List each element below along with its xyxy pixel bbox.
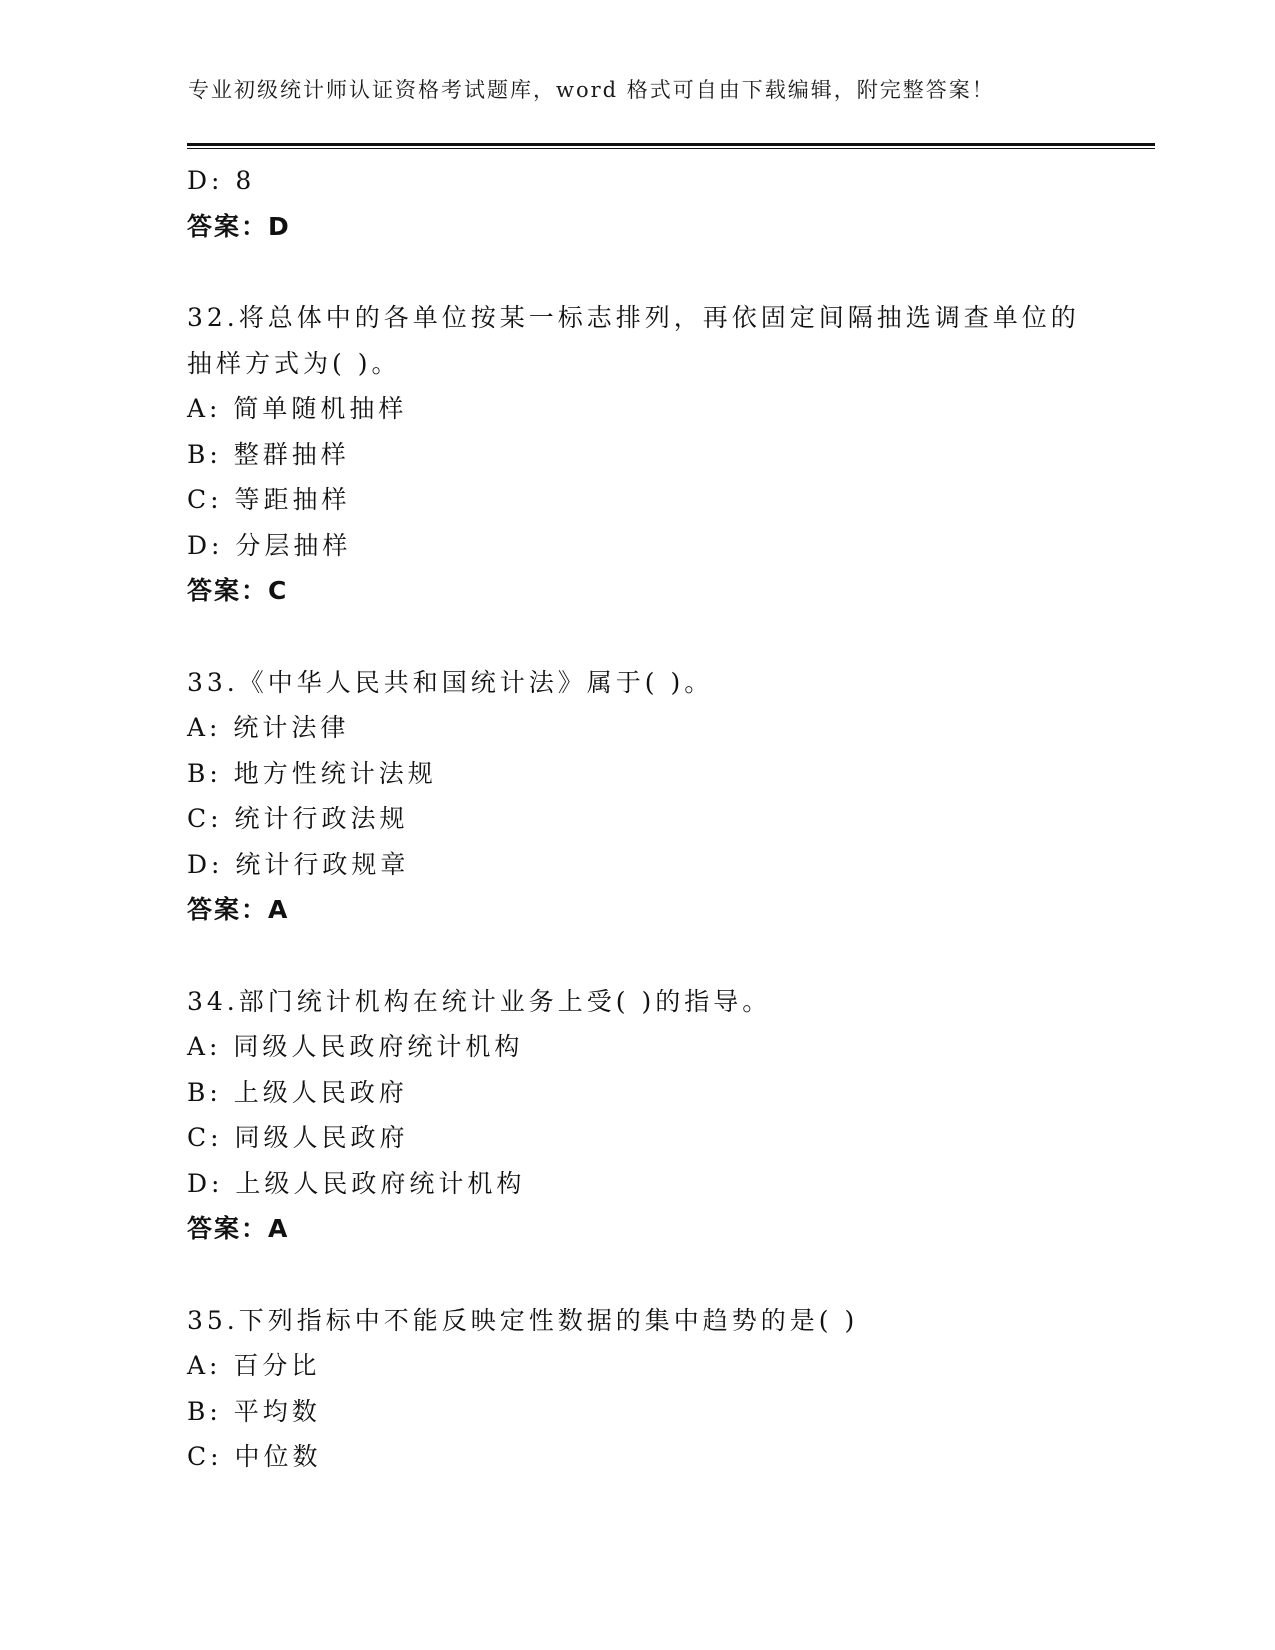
option-d: D: 上级人民政府统计机构 (187, 1168, 526, 1198)
spacer (187, 249, 1147, 295)
question-35 (187, 1298, 1147, 1480)
header-divider-thick (187, 143, 1155, 146)
question-stem: 35.下列指标中不能反映定性数据的集中趋势的是( ) (187, 1305, 859, 1335)
option-a: A: 同级人民政府统计机构 (187, 1032, 524, 1061)
option-b: B: 平均数 (187, 1396, 321, 1426)
option-b: B: 上级人民政府 (187, 1077, 408, 1107)
option-a: A: 百分比 (187, 1351, 321, 1380)
question-stem: 抽样方式为( )。 (187, 348, 401, 378)
question-fragment (187, 158, 1147, 249)
question-stem: 32.将总体中的各单位按某一标志排列，再依固定间隔抽选调查单位的 (187, 303, 1080, 332)
header-divider-thin (187, 148, 1155, 149)
option-a: A: 简单随机抽样 (187, 394, 408, 423)
question-34 (187, 979, 1147, 1252)
question-stem: 34.部门统计机构在统计业务上受( )的指导。 (187, 986, 772, 1016)
question-33 (187, 660, 1147, 933)
question-32 (187, 295, 1147, 614)
option-c: C: 同级人民政府 (187, 1123, 409, 1152)
answer-label: 答案：A (187, 1214, 290, 1243)
answer-label: 答案：D (187, 211, 291, 241)
option-d: D: 8 (187, 166, 256, 195)
spacer (187, 614, 1147, 660)
question-list (187, 158, 1147, 1480)
answer-label: 答案：C (187, 576, 289, 605)
spacer (187, 933, 1147, 979)
option-c: C: 统计行政法规 (187, 804, 409, 833)
option-d: D: 统计行政规章 (187, 849, 410, 879)
option-b: B: 地方性统计法规 (187, 758, 437, 788)
option-c: C: 中位数 (187, 1442, 322, 1471)
option-c: C: 等距抽样 (187, 485, 351, 514)
page-header: 专业初级统计师认证资格考试题库，word 格式可自由下载编辑，附完整答案！ (188, 78, 995, 102)
header-divider (187, 143, 1155, 149)
answer-label: 答案：A (187, 895, 290, 924)
option-a: A: 统计法律 (187, 713, 350, 742)
spacer (187, 1252, 1147, 1298)
option-d: D: 分层抽样 (187, 530, 352, 560)
option-b: B: 整群抽样 (187, 439, 350, 469)
question-stem: 33.《中华人民共和国统计法》属于( )。 (187, 667, 714, 697)
